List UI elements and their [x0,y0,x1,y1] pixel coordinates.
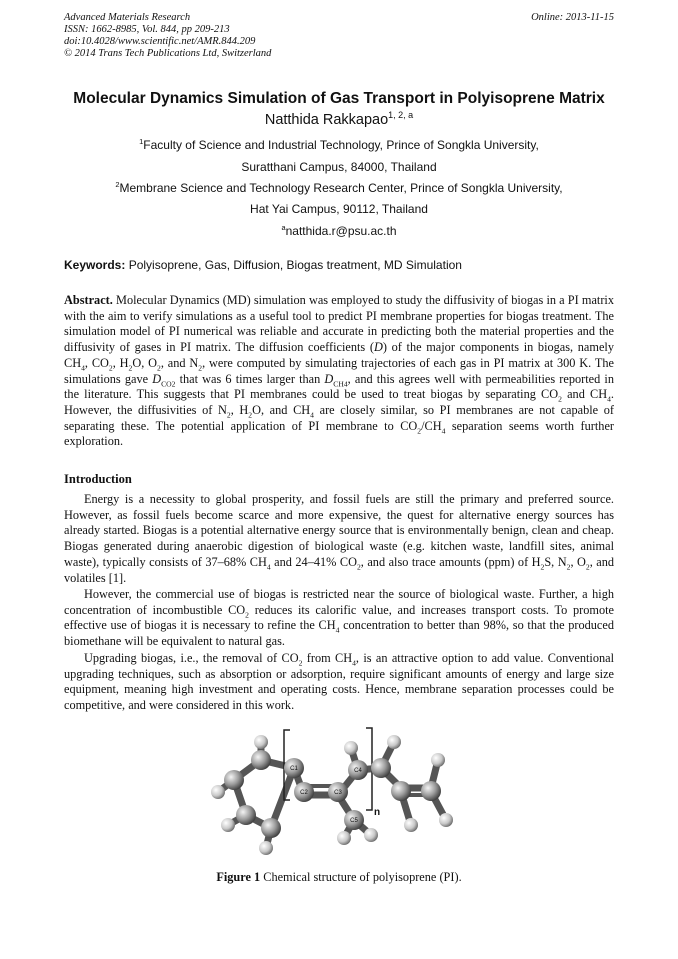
author-email[interactable]: $^a$natthida.r@psu.ac.th [281,223,397,238]
intro-paragraph-2: However, the commercial use of biogas is restricted near the source of biological waste. Further, a high concentration of incombustible $CO_2$ reduces its calorific value, and increases transport costs. To promote effective use of biogas it is necessary to refine the $CH_4$ concentration to better than 98%, so that the produced biomethane will be equivalent to natural gas. [64,587,614,649]
atom-label-c5: C5 [350,818,358,824]
keywords-label: Keywords: [64,258,126,272]
affiliation-2-line-1: $^2$Membrane Science and Technology Research Center, Prince of Songkla University, [115,180,563,195]
intro-paragraph-1: Energy is a necessity to global prosperity, and fossil fuels are still the primary and preferred source. However, as fossil fuels become scarce and more expensive, the quest for alternative energy sources has already started. Biogas is a potential alternative energy source that is environmentally benign, clean and cheap. Biogas generated during anaerobic digestion of biological waste (e.g. kitchen waste, landfill sites, animal waste), typically consists of 37–68% $CH_4$ and 24–41% $CO_2$, and also trace amounts (ppm) of $H_2S$, $N_2$, $O_2$, and volatiles [1]. [64,492,615,585]
figure-caption-label: Figure 1 [216,870,261,884]
polyisoprene-structure-figure [206,720,466,860]
journal-name: Advanced Materials Research [64,12,191,23]
atom-label-c2: C2 [300,790,308,796]
keywords-text: Polyisoprene, Gas, Diffusion, Biogas treatment, MD Simulation [125,258,462,272]
paper-title: Molecular Dynamics Simulation of Gas Transport in Polyisoprene Matrix [73,90,605,107]
affiliation-1-line-1: $^1$Faculty of Science and Industrial Technology, Prince of Songkla University, [139,137,539,152]
abstract: Abstract. Molecular Dynamics (MD) simulation was employed to study the diffusivity of biogas in a PI matrix with the aim to verify simulations as a useful tool to predict PI membrane properties for biogas treatment. The simulation model of PI numerical was reliable and accurate in predicting both the material properties and the diffusivity of gases in PI matrix. The diffusion coefficients (D) of the major components in biogas, namely $CH_4$, $CO_2$, $H_2O$, $O_2$, and $N_2$, were computed by simulating trajectories of each gas in PI matrix at 300 K. The simulations gave $D_{CO2}$ that was 6 times larger than $D_{CH4}$, and this agrees well with permeabilities reported in the literature. This suggests that PI membranes could be used to treat biogas by separating $CO_2$ and $CH_4$. However, the diffusivities of $N_2$, $H_2O$, and $CH_4$ are closely similar, so PI membranes are not capable of separating these. The potential application of PI membrane to $CO_2/CH_4$ separation seems worth further exploration. [64,293,615,449]
doi-line[interactable]: doi:10.4028/www.scientific.net/AMR.844.209 [64,36,256,47]
online-date: Online: 2013-11-15 [531,12,614,23]
section-heading-introduction: Introduction [64,472,132,486]
figure-caption-text: Chemical structure of polyisoprene (PI). [260,870,462,884]
affiliation-1-line-2: Suratthani Campus, 84000, Thailand [241,160,437,174]
journal-header [64,12,271,60]
affiliation-2-line-2: Hat Yai Campus, 90112, Thailand [250,202,428,216]
copyright-line: © 2014 Trans Tech Publications Ltd, Switzerland [64,48,272,59]
figure-caption [0,870,678,885]
issn-line: ISSN: 1662-8985, Vol. 844, pp 209-213 [64,24,230,35]
author-line [0,112,678,128]
atom-label-c1: C1 [290,766,298,772]
author-name: Natthida Rakkapao [264,112,389,128]
atom-label-c4: C4 [354,768,362,774]
intro-paragraph-3: Upgrading biogas, i.e., the removal of $CO_2$ from $CH_4$, is an attractive option to add value. Conventional upgrading techniques, such as absorption or adsorption, require significant amounts of energy and large size equipment, meaning high investment and operating costs. Hence, membrane separation processes could be competitive, and were considered in this work. [64,651,615,713]
keywords [64,258,462,272]
repeat-unit-n: n [374,807,381,818]
atom-label-c3: C3 [334,790,342,796]
author-superscript: 1, 2, a [388,110,414,121]
